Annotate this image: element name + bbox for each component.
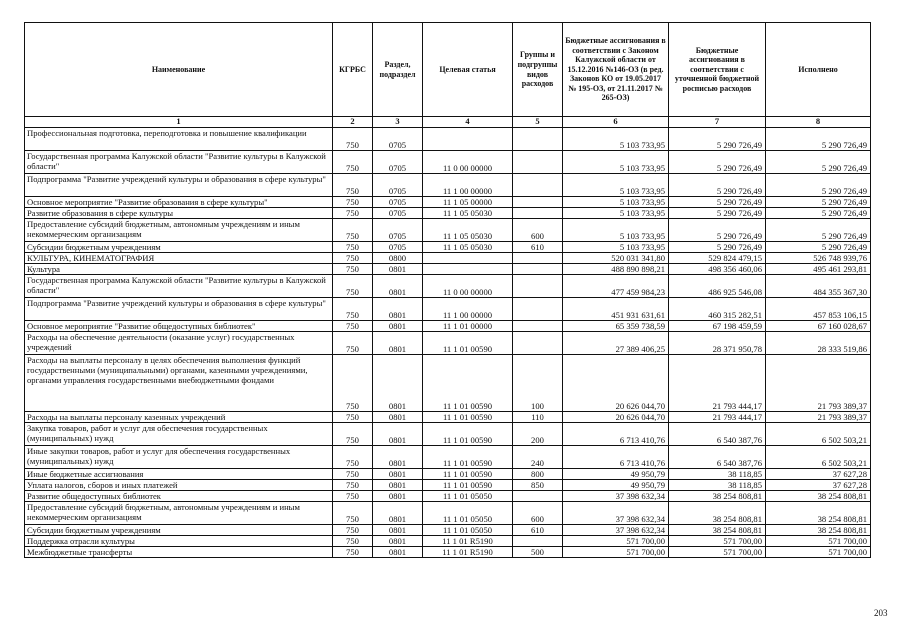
- row-target: 11 1 00 00000: [423, 298, 513, 321]
- row-section: 0705: [373, 151, 423, 174]
- row-kgrbs: 750: [333, 321, 373, 332]
- row-name: Субсидии бюджетным учреждениям: [25, 242, 333, 253]
- row-kgrbs: 750: [333, 491, 373, 502]
- row-executed-amount: 67 160 028,67: [766, 321, 871, 332]
- row-kgrbs: 750: [333, 242, 373, 253]
- table-row: [25, 151, 871, 174]
- row-kgrbs: 750: [333, 480, 373, 491]
- row-budget-amount: 38 118,85: [669, 469, 766, 480]
- row-name: Иные закупки товаров, работ и услуг для обеспечения государственных (муниципальных) нужд: [25, 446, 333, 469]
- row-group: [513, 197, 563, 208]
- row-target: [423, 253, 513, 264]
- row-name: Профессиональная подготовка, переподготовка и повышение квалификации: [25, 128, 333, 151]
- row-budget-amount: 28 371 950,78: [669, 332, 766, 355]
- table-row: [25, 446, 871, 469]
- row-section: 0705: [373, 219, 423, 242]
- row-executed-amount: 5 290 726,49: [766, 151, 871, 174]
- row-group: [513, 151, 563, 174]
- row-group: [513, 264, 563, 275]
- row-group: [513, 298, 563, 321]
- row-kgrbs: 750: [333, 525, 373, 536]
- row-name: Основное мероприятие "Развитие образования в сфере культуры": [25, 197, 333, 208]
- row-executed-amount: 5 290 726,49: [766, 208, 871, 219]
- row-kgrbs: 750: [333, 298, 373, 321]
- row-name: Межбюджетные трансферты: [25, 547, 333, 558]
- row-group: 500: [513, 547, 563, 558]
- row-executed-amount: 5 290 726,49: [766, 128, 871, 151]
- row-budget-amount: 38 118,85: [669, 480, 766, 491]
- row-executed-amount: 571 700,00: [766, 536, 871, 547]
- table-row: [25, 174, 871, 197]
- row-law-amount: 20 626 044,70: [563, 412, 669, 423]
- row-section: 0801: [373, 298, 423, 321]
- row-group: 600: [513, 219, 563, 242]
- header-target: Целевая статья: [423, 23, 513, 117]
- row-group: 100: [513, 355, 563, 412]
- row-section: 0705: [373, 128, 423, 151]
- row-executed-amount: 28 333 519,86: [766, 332, 871, 355]
- row-law-amount: 5 103 733,95: [563, 208, 669, 219]
- row-kgrbs: 750: [333, 332, 373, 355]
- row-budget-amount: 21 793 444,17: [669, 412, 766, 423]
- row-section: 0801: [373, 446, 423, 469]
- budget-table: [24, 22, 871, 558]
- row-kgrbs: 750: [333, 547, 373, 558]
- row-executed-amount: 5 290 726,49: [766, 219, 871, 242]
- row-target: 11 1 01 00590: [423, 446, 513, 469]
- row-kgrbs: 750: [333, 355, 373, 412]
- row-section: 0801: [373, 525, 423, 536]
- row-budget-amount: 498 356 460,06: [669, 264, 766, 275]
- row-group: 850: [513, 480, 563, 491]
- row-target: 11 1 01 00000: [423, 321, 513, 332]
- row-law-amount: 520 031 341,80: [563, 253, 669, 264]
- row-target: 11 1 01 00590: [423, 469, 513, 480]
- row-section: 0801: [373, 469, 423, 480]
- row-budget-amount: 38 254 808,81: [669, 502, 766, 525]
- row-name: Предоставление субсидий бюджетным, автономным учреждениям и иным некоммерческим организациям: [25, 502, 333, 525]
- table-row: [25, 219, 871, 242]
- row-group: 600: [513, 502, 563, 525]
- row-kgrbs: 750: [333, 174, 373, 197]
- row-section: 0705: [373, 242, 423, 253]
- table-row: [25, 264, 871, 275]
- row-law-amount: 27 389 406,25: [563, 332, 669, 355]
- row-group: [513, 174, 563, 197]
- row-law-amount: 6 713 410,76: [563, 446, 669, 469]
- row-executed-amount: 38 254 808,81: [766, 502, 871, 525]
- row-kgrbs: 750: [333, 469, 373, 480]
- table-row: [25, 253, 871, 264]
- row-section: 0705: [373, 208, 423, 219]
- row-name: Закупка товаров, работ и услуг для обеспечения государственных (муниципальных) нужд: [25, 423, 333, 446]
- row-target: 11 0 00 00000: [423, 151, 513, 174]
- row-kgrbs: 750: [333, 502, 373, 525]
- row-executed-amount: 37 627,28: [766, 469, 871, 480]
- row-group: [513, 275, 563, 298]
- header-section: Раздел, подраздел: [373, 23, 423, 117]
- row-law-amount: 488 890 898,21: [563, 264, 669, 275]
- row-name: Подпрограмма "Развитие учреждений культуры и образования в сфере культуры": [25, 174, 333, 197]
- row-name: Уплата налогов, сборов и иных платежей: [25, 480, 333, 491]
- row-target: 11 1 01 05050: [423, 502, 513, 525]
- row-executed-amount: 495 461 293,81: [766, 264, 871, 275]
- row-name: КУЛЬТУРА, КИНЕМАТОГРАФИЯ: [25, 253, 333, 264]
- table-row: [25, 128, 871, 151]
- row-name: Предоставление субсидий бюджетным, автономным учреждениям и иным некоммерческим организациям: [25, 219, 333, 242]
- row-section: 0801: [373, 264, 423, 275]
- row-section: 0801: [373, 332, 423, 355]
- row-section: 0801: [373, 491, 423, 502]
- column-number: 3: [373, 117, 423, 128]
- row-target: 11 1 01 00590: [423, 423, 513, 446]
- table-row: [25, 332, 871, 355]
- row-name: Основное мероприятие "Развитие общедоступных библиотек": [25, 321, 333, 332]
- row-law-amount: 5 103 733,95: [563, 219, 669, 242]
- row-executed-amount: 38 254 808,81: [766, 525, 871, 536]
- row-law-amount: 477 459 984,23: [563, 275, 669, 298]
- row-executed-amount: 571 700,00: [766, 547, 871, 558]
- table-row: [25, 208, 871, 219]
- row-name: Развитие образования в сфере культуры: [25, 208, 333, 219]
- row-executed-amount: 38 254 808,81: [766, 491, 871, 502]
- row-target: [423, 128, 513, 151]
- table-row: [25, 298, 871, 321]
- row-law-amount: 5 103 733,95: [563, 128, 669, 151]
- row-target: 11 1 00 00000: [423, 174, 513, 197]
- row-target: 11 1 05 05030: [423, 208, 513, 219]
- row-group: [513, 128, 563, 151]
- column-number: 5: [513, 117, 563, 128]
- row-law-amount: 451 931 631,61: [563, 298, 669, 321]
- table-row: [25, 536, 871, 547]
- row-target: 11 1 05 05030: [423, 219, 513, 242]
- table-row: [25, 412, 871, 423]
- row-name: Иные бюджетные ассигнования: [25, 469, 333, 480]
- row-law-amount: 571 700,00: [563, 536, 669, 547]
- row-kgrbs: 750: [333, 423, 373, 446]
- row-target: 11 1 05 05030: [423, 242, 513, 253]
- header-executed: Исполнено: [766, 23, 871, 117]
- table-row: [25, 242, 871, 253]
- row-executed-amount: 484 355 367,30: [766, 275, 871, 298]
- row-group: [513, 208, 563, 219]
- row-section: 0801: [373, 321, 423, 332]
- row-budget-amount: 38 254 808,81: [669, 491, 766, 502]
- row-group: [513, 321, 563, 332]
- row-group: [513, 253, 563, 264]
- table-header: [25, 23, 871, 128]
- row-group: 610: [513, 525, 563, 536]
- row-law-amount: 571 700,00: [563, 547, 669, 558]
- row-budget-amount: 460 315 282,51: [669, 298, 766, 321]
- table-row: [25, 547, 871, 558]
- table-row: [25, 525, 871, 536]
- row-law-amount: 37 398 632,34: [563, 502, 669, 525]
- row-name: Расходы на обеспечение деятельности (оказание услуг) государственных учреждений: [25, 332, 333, 355]
- row-law-amount: 6 713 410,76: [563, 423, 669, 446]
- row-law-amount: 5 103 733,95: [563, 151, 669, 174]
- header-name: Наименование: [25, 23, 333, 117]
- row-executed-amount: 37 627,28: [766, 480, 871, 491]
- row-target: 11 1 01 00590: [423, 480, 513, 491]
- column-number: 6: [563, 117, 669, 128]
- row-budget-amount: 486 925 546,08: [669, 275, 766, 298]
- row-budget-amount: 21 793 444,17: [669, 355, 766, 412]
- row-law-amount: 5 103 733,95: [563, 197, 669, 208]
- row-executed-amount: 5 290 726,49: [766, 174, 871, 197]
- row-section: 0801: [373, 480, 423, 491]
- table-row: [25, 355, 871, 412]
- table-row: [25, 502, 871, 525]
- row-law-amount: 49 950,79: [563, 469, 669, 480]
- row-target: 11 1 01 R5190: [423, 547, 513, 558]
- row-budget-amount: 571 700,00: [669, 536, 766, 547]
- budget-report-page: [24, 22, 870, 558]
- row-executed-amount: 5 290 726,49: [766, 197, 871, 208]
- row-law-amount: 65 359 738,59: [563, 321, 669, 332]
- table-row: [25, 423, 871, 446]
- row-section: 0705: [373, 174, 423, 197]
- column-number: 8: [766, 117, 871, 128]
- row-executed-amount: 526 748 939,76: [766, 253, 871, 264]
- row-target: 11 0 00 00000: [423, 275, 513, 298]
- row-budget-amount: 5 290 726,49: [669, 128, 766, 151]
- row-executed-amount: 6 502 503,21: [766, 446, 871, 469]
- row-budget-amount: 6 540 387,76: [669, 446, 766, 469]
- row-law-amount: 49 950,79: [563, 480, 669, 491]
- row-group: 240: [513, 446, 563, 469]
- row-kgrbs: 750: [333, 208, 373, 219]
- header-group: Группы и подгруппы видов расходов: [513, 23, 563, 117]
- row-budget-amount: 6 540 387,76: [669, 423, 766, 446]
- row-executed-amount: 21 793 389,37: [766, 412, 871, 423]
- row-target: 11 1 01 R5190: [423, 536, 513, 547]
- table-row: [25, 197, 871, 208]
- row-section: 0801: [373, 275, 423, 298]
- row-target: 11 1 01 00590: [423, 412, 513, 423]
- row-executed-amount: 6 502 503,21: [766, 423, 871, 446]
- row-section: 0801: [373, 547, 423, 558]
- row-kgrbs: 750: [333, 197, 373, 208]
- row-section: 0801: [373, 355, 423, 412]
- row-kgrbs: 750: [333, 253, 373, 264]
- page-number: 203: [874, 608, 888, 618]
- row-budget-amount: 38 254 808,81: [669, 525, 766, 536]
- table-row: [25, 491, 871, 502]
- table-row: [25, 480, 871, 491]
- row-target: 11 1 01 05050: [423, 525, 513, 536]
- row-kgrbs: 750: [333, 536, 373, 547]
- row-name: Подпрограмма "Развитие учреждений культуры и образования в сфере культуры": [25, 298, 333, 321]
- row-group: 800: [513, 469, 563, 480]
- row-budget-amount: 571 700,00: [669, 547, 766, 558]
- row-target: [423, 264, 513, 275]
- row-executed-amount: 21 793 389,37: [766, 355, 871, 412]
- row-target: 11 1 01 00590: [423, 332, 513, 355]
- header-budget: Бюджетные ассигнования в соответствии с уточненной бюджетной росписью расходов: [669, 23, 766, 117]
- row-group: 610: [513, 242, 563, 253]
- row-name: Культура: [25, 264, 333, 275]
- row-law-amount: 5 103 733,95: [563, 174, 669, 197]
- column-number: 2: [333, 117, 373, 128]
- row-name: Субсидии бюджетным учреждениям: [25, 525, 333, 536]
- row-name: Поддержка отрасли культуры: [25, 536, 333, 547]
- row-law-amount: 37 398 632,34: [563, 491, 669, 502]
- row-section: 0801: [373, 412, 423, 423]
- table-row: [25, 275, 871, 298]
- row-target: 11 1 01 05050: [423, 491, 513, 502]
- row-budget-amount: 5 290 726,49: [669, 219, 766, 242]
- row-group: [513, 491, 563, 502]
- row-target: 11 1 01 00590: [423, 355, 513, 412]
- table-row: [25, 321, 871, 332]
- row-executed-amount: 5 290 726,49: [766, 242, 871, 253]
- row-law-amount: 5 103 733,95: [563, 242, 669, 253]
- row-kgrbs: 750: [333, 219, 373, 242]
- header-kgrbs: КГРБС: [333, 23, 373, 117]
- column-number: 7: [669, 117, 766, 128]
- row-law-amount: 37 398 632,34: [563, 525, 669, 536]
- row-group: 110: [513, 412, 563, 423]
- row-kgrbs: 750: [333, 151, 373, 174]
- row-kgrbs: 750: [333, 412, 373, 423]
- row-kgrbs: 750: [333, 275, 373, 298]
- table-row: [25, 469, 871, 480]
- row-budget-amount: 5 290 726,49: [669, 151, 766, 174]
- row-target: 11 1 05 00000: [423, 197, 513, 208]
- row-kgrbs: 750: [333, 128, 373, 151]
- row-budget-amount: 5 290 726,49: [669, 197, 766, 208]
- row-budget-amount: 529 824 479,15: [669, 253, 766, 264]
- row-name: Расходы на выплаты персоналу казенных учреждений: [25, 412, 333, 423]
- row-executed-amount: 457 853 106,15: [766, 298, 871, 321]
- row-name: Расходы на выплаты персоналу в целях обеспечения выполнения функций государственными (муниципальными) органами, казенными учреждениями, органами управления государственными внебюджетными фондами: [25, 355, 333, 412]
- row-section: 0801: [373, 536, 423, 547]
- row-section: 0801: [373, 423, 423, 446]
- column-number: 4: [423, 117, 513, 128]
- row-section: 0801: [373, 502, 423, 525]
- row-budget-amount: 5 290 726,49: [669, 174, 766, 197]
- row-kgrbs: 750: [333, 264, 373, 275]
- table-body: [25, 128, 871, 558]
- row-law-amount: 20 626 044,70: [563, 355, 669, 412]
- header-law: Бюджетные ассигнования в соответствии с Законом Калужской области от 15.12.2016 №146-ОЗ (в ред. Законов КО от 19.05.2017 № 195-ОЗ, от 21.11.2017 № 265-ОЗ): [563, 23, 669, 117]
- row-kgrbs: 750: [333, 446, 373, 469]
- row-budget-amount: 67 198 459,59: [669, 321, 766, 332]
- column-number: 1: [25, 117, 333, 128]
- row-section: 0705: [373, 197, 423, 208]
- row-group: [513, 332, 563, 355]
- row-name: Государственная программа Калужской области "Развитие культуры в Калужской области": [25, 275, 333, 298]
- row-budget-amount: 5 290 726,49: [669, 208, 766, 219]
- row-group: 200: [513, 423, 563, 446]
- row-name: Развитие общедоступных библиотек: [25, 491, 333, 502]
- row-budget-amount: 5 290 726,49: [669, 242, 766, 253]
- row-section: 0800: [373, 253, 423, 264]
- row-name: Государственная программа Калужской области "Развитие культуры в Калужской области": [25, 151, 333, 174]
- row-group: [513, 536, 563, 547]
